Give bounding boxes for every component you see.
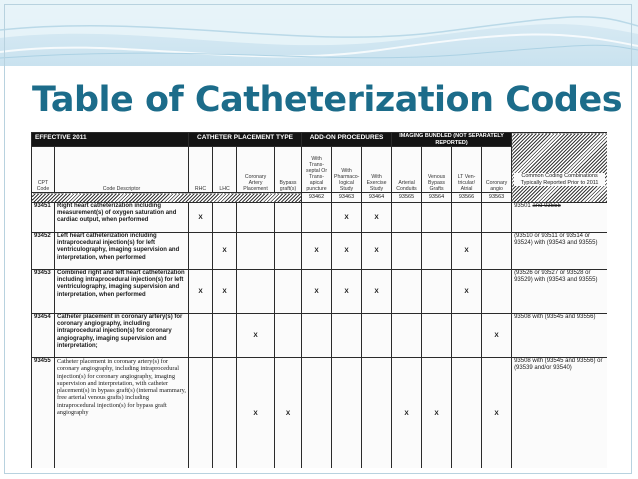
table-row — [32, 233, 608, 270]
cpt-code-cell: 93452 — [32, 233, 55, 270]
arterial-conduits-mark — [392, 233, 422, 270]
code-descriptor-cell: Catheter placement in coronary artery(s) for coronary angiography, including intraprocedural injection(s) for coronary angiography, imaging supervision and interpretation, with catheter placement(s) in bypass graft(s) (internal mammary, free arterial venous grafts) including intraprocedural injection(s) for bypass graft angiography — [55, 358, 189, 469]
coronary-artery-column-header: Coronary Artery Placement — [237, 147, 275, 193]
code-descriptor-cell: Combined right and left heart catheterization including intraprocedural injection(s) for left ventriculography, imaging supervision and interpretation, when performed — [55, 270, 189, 314]
pharmacological-mark: X — [332, 203, 362, 233]
code-93566: 93566 — [452, 193, 482, 203]
code-93564: 93564 — [422, 193, 452, 203]
venous-bypass-mark — [422, 314, 452, 358]
venous-bypass-mark — [422, 233, 452, 270]
transseptal-mark: X — [302, 270, 332, 314]
coronary-angio-mark — [482, 203, 512, 233]
combination-struck-text: and 93555 — [532, 203, 561, 209]
rhc-column-header: RHC — [189, 147, 213, 193]
code-93563: 93563 — [482, 193, 512, 203]
table-row — [32, 270, 608, 314]
combinations-cell: (93510 or 93511 or 93514 or 93524) with (93543 and 93555) — [512, 233, 607, 270]
combinations-cell: 93508 with (93545 and 93556) or (93539 and/or 93540) — [512, 358, 607, 469]
arterial-conduits-column-header: Arterial Conduits — [392, 147, 422, 193]
bypass-grafts-mark — [275, 314, 302, 358]
transseptal-mark — [302, 358, 332, 469]
cpt-code-cell: 93453 — [32, 270, 55, 314]
rhc-mark — [189, 314, 213, 358]
lt-ventricular-mark — [452, 314, 482, 358]
venous-bypass-mark: X — [422, 358, 452, 469]
lt-ventricular-mark: X — [452, 270, 482, 314]
table-row — [32, 203, 608, 233]
bypass-grafts-mark: X — [275, 358, 302, 469]
code-93464: 93464 — [362, 193, 392, 203]
lhc-mark: X — [213, 233, 237, 270]
code-descriptor-cell: Right heart catheterization including measurement(s) of oxygen saturation and cardiac output, when performed — [55, 203, 189, 233]
cpt-code-cell: 93455 — [32, 358, 55, 469]
slide-title: Table of Catheterization Codes — [32, 80, 623, 120]
code-descriptor-cell: Catheter placement in coronary artery(s) for coronary angiography, including intraprocedural injection(s) for coronary angiography, imaging supervision and interpretation; — [55, 314, 189, 358]
lhc-mark — [213, 314, 237, 358]
combination-code: 93501 — [514, 203, 531, 209]
coronary-artery-mark — [237, 270, 275, 314]
combinations-header-cell — [512, 133, 607, 203]
pharmacological-mark: X — [332, 270, 362, 314]
venous-bypass-column-header: Venous Bypass Grafts — [422, 147, 452, 193]
exercise-column-header: With Exercise Study — [362, 147, 392, 193]
lhc-column-header: LHC — [213, 147, 237, 193]
exercise-mark — [362, 358, 392, 469]
pharmacological-mark — [332, 358, 362, 469]
arterial-conduits-mark — [392, 270, 422, 314]
code-93565: 93565 — [392, 193, 422, 203]
bypass-grafts-mark — [275, 203, 302, 233]
bypass-grafts-column-header: Bypass graft(s) — [275, 147, 302, 193]
coronary-artery-mark: X — [237, 358, 275, 469]
lhc-mark — [213, 358, 237, 469]
lt-ventricular-mark — [452, 358, 482, 469]
bypass-grafts-mark — [275, 270, 302, 314]
coronary-angio-mark — [482, 233, 512, 270]
lhc-mark — [213, 203, 237, 233]
table-row — [32, 358, 608, 469]
coronary-angio-mark — [482, 270, 512, 314]
exercise-mark: X — [362, 233, 392, 270]
pharmacological-mark: X — [332, 233, 362, 270]
header-band — [0, 0, 638, 66]
code-descriptor-cell: Left heart catheterization including intraprocedural injection(s) for left ventriculography, imaging supervision and interpretation, when performed — [55, 233, 189, 270]
arterial-conduits-mark — [392, 203, 422, 233]
transseptal-mark — [302, 314, 332, 358]
effective-year-header: EFFECTIVE 2011 — [32, 133, 189, 147]
coronary-angio-mark: X — [482, 358, 512, 469]
combinations-column-header: Common Coding Combinations Typically Reported Prior to 2011 — [514, 173, 605, 186]
decorative-wave-graphic — [0, 0, 638, 66]
transseptal-mark — [302, 203, 332, 233]
catheter-placement-type-header: CATHETER PLACEMENT TYPE — [189, 133, 302, 147]
cpt-code-cell: 93451 — [32, 203, 55, 233]
venous-bypass-mark — [422, 203, 452, 233]
rhc-mark: X — [189, 270, 213, 314]
imaging-bundled-header: IMAGING BUNDLED (NOT SEPARATELY REPORTED) — [392, 133, 512, 147]
coronary-angio-column-header: Coronary angio — [482, 147, 512, 193]
hatched-spacer — [32, 193, 302, 203]
lt-ventricular-mark: X — [452, 233, 482, 270]
cpt-code-cell: 93454 — [32, 314, 55, 358]
transseptal-mark: X — [302, 233, 332, 270]
rhc-mark — [189, 358, 213, 469]
combinations-cell: (93526 or 93527 or 93528 or 93529) with (93543 and 93555) — [512, 270, 607, 314]
lt-ventricular-column-header: LT Ven-tricular/ Atrial — [452, 147, 482, 193]
table-row — [32, 314, 608, 358]
lt-ventricular-mark — [452, 203, 482, 233]
coronary-angio-mark: X — [482, 314, 512, 358]
coronary-artery-mark: X — [237, 314, 275, 358]
lhc-mark: X — [213, 270, 237, 314]
combinations-cell: 93508 with (93545 and 93556) — [512, 314, 607, 358]
code-93463: 93463 — [332, 193, 362, 203]
pharmacological-mark — [332, 314, 362, 358]
catheterization-codes-table — [31, 132, 607, 468]
coronary-artery-mark — [237, 233, 275, 270]
exercise-mark: X — [362, 203, 392, 233]
cpt-code-column-header: CPT Code — [32, 147, 55, 193]
exercise-mark: X — [362, 270, 392, 314]
bypass-grafts-mark — [275, 233, 302, 270]
arterial-conduits-mark: X — [392, 358, 422, 469]
scanned-code-table — [31, 132, 607, 468]
combinations-cell — [512, 203, 607, 233]
venous-bypass-mark — [422, 270, 452, 314]
rhc-mark: X — [189, 203, 213, 233]
exercise-mark — [362, 314, 392, 358]
arterial-conduits-mark — [392, 314, 422, 358]
transseptal-column-header: With Trans-septal Or Trans-apical puncture — [302, 147, 332, 193]
code-descriptor-column-header: Code Descriptor — [55, 147, 189, 193]
rhc-mark — [189, 233, 213, 270]
pharmacological-column-header: With Pharmaco-logical Study — [332, 147, 362, 193]
add-on-procedures-header: ADD-ON PROCEDURES — [302, 133, 392, 147]
code-93462: 93462 — [302, 193, 332, 203]
coronary-artery-mark — [237, 203, 275, 233]
